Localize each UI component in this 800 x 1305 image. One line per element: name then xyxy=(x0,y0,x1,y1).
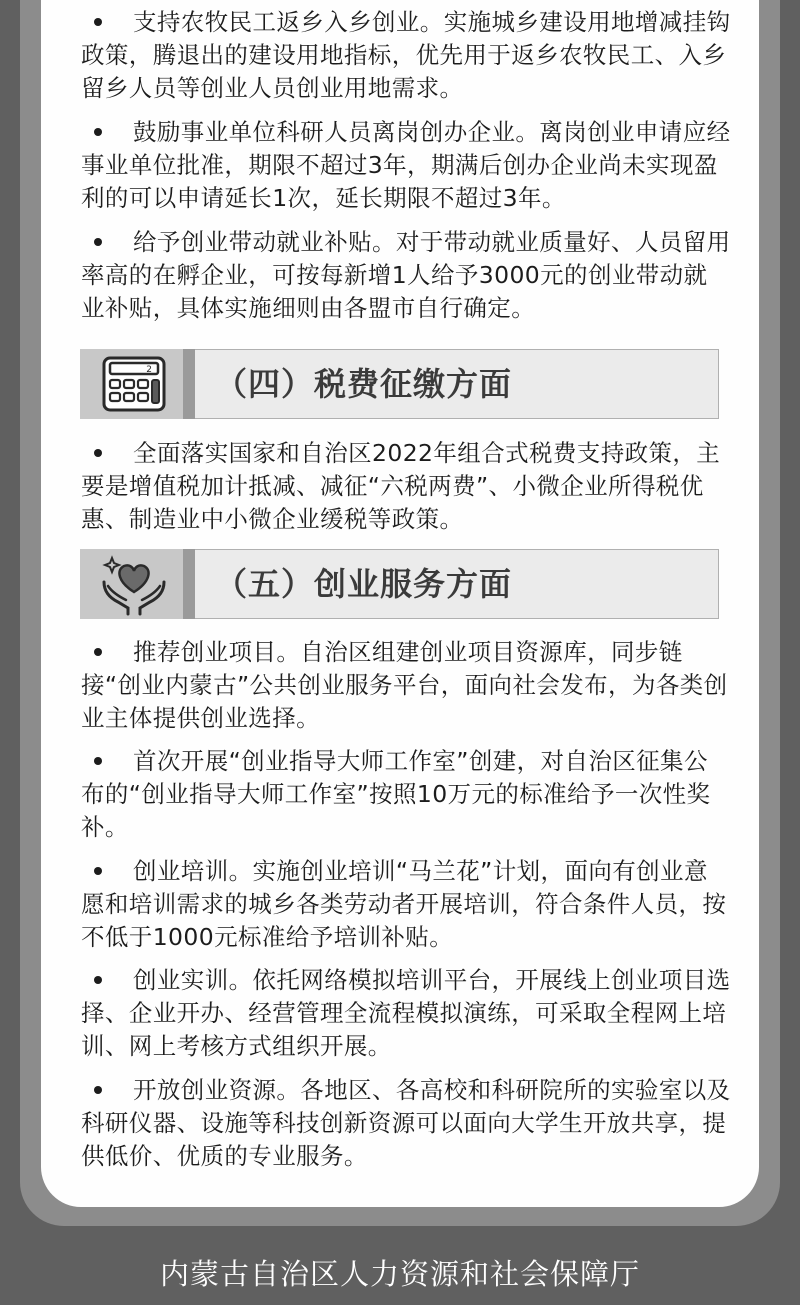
hands-heart-icon xyxy=(98,552,170,616)
paragraph-practical-training: 创业实训。依托网络模拟培训平台，开展线上创业项目选择、企业开办、经营管理全流程模拟演练，可采取全程网上培训、网上考核方式组织开展。 xyxy=(81,966,731,1060)
section-title: （五）创业服务方面 xyxy=(215,565,513,603)
section-header-tax xyxy=(80,349,720,419)
bullet-icon xyxy=(94,1086,102,1094)
bullet-icon xyxy=(94,976,102,984)
section-title-box xyxy=(195,349,719,419)
paragraph-employment-subsidy: 给予创业带动就业补贴。对于带动就业质量好、人员留用率高的在孵企业，可按每新增1人给予3000元的创业带动就业补贴，具体实施细则由各盟市自行确定。 xyxy=(81,228,731,322)
section-separator xyxy=(183,549,195,619)
footer-organization: 内蒙古自治区人力资源和社会保障厅 xyxy=(159,1257,640,1291)
section-title-box xyxy=(195,549,719,619)
paragraph-startup-training: 创业培训。实施创业培训“马兰花”计划，面向有创业意愿和培训需求的城乡各类劳动者开展培训，符合条件人员，按不低于1000元标准给予培训补贴。 xyxy=(81,857,727,951)
svg-text:2: 2 xyxy=(146,365,152,375)
calculator-icon xyxy=(102,356,166,412)
paragraph-mentor-studio: 首次开展“创业指导大师工作室”创建，对自治区征集公布的“创业指导大师工作室”按照10万元的标准给予一次性奖补。 xyxy=(81,747,711,841)
bullet-icon xyxy=(94,757,102,765)
paragraph-tax-policy: 全面落实国家和自治区2022年组合式税费支持政策，主要是增值税加计抵减、减征“六税两费”、小微企业所得税优惠、制造业中小微企业缓税等政策。 xyxy=(81,439,721,533)
section-header-services xyxy=(80,549,720,619)
section-icon-box xyxy=(80,349,183,419)
bullet-icon xyxy=(94,867,102,875)
paragraph-recommend-projects: 推荐创业项目。自治区组建创业项目资源库，同步链接“创业内蒙古”公共创业服务平台，面向社会发布，为各类创业主体提供创业选择。 xyxy=(81,638,728,732)
bullet-icon xyxy=(94,449,102,457)
section-icon-box xyxy=(80,549,183,619)
bullet-icon xyxy=(94,648,102,656)
paragraph-open-resources: 开放创业资源。各地区、各高校和科研院所的实验室以及科研仪器、设施等科技创新资源可以面向大学生开放共享，提供低价、优质的专业服务。 xyxy=(81,1076,731,1170)
section-separator xyxy=(183,349,195,419)
bullet-icon xyxy=(94,238,102,246)
section-title: （四）税费征缴方面 xyxy=(215,365,513,403)
bullet-icon xyxy=(94,128,102,136)
paragraph-researcher-startup: 鼓励事业单位科研人员离岗创办企业。离岗创业申请应经事业单位批准，期限不超过3年，期满后创办企业尚未实现盈利的可以申请延长1次，延长期限不超过3年。 xyxy=(81,118,731,212)
paragraph-rural-migrant-startup: 支持农牧民工返乡入乡创业。实施城乡建设用地增减挂钩政策，腾退出的建设用地指标，优先用于返乡农牧民工、入乡留乡人员等创业人员创业用地需求。 xyxy=(81,8,731,102)
bullet-icon xyxy=(94,18,102,26)
